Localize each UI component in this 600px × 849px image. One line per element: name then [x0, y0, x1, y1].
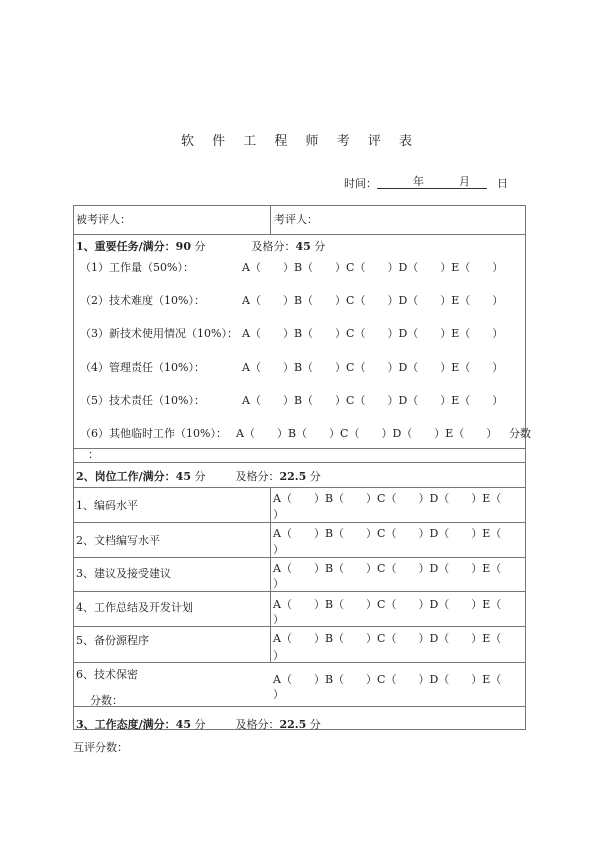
date-label: 时间： — [344, 177, 377, 190]
date-line — [344, 176, 508, 189]
choice-wrap: ） — [273, 543, 284, 556]
section2-pass-unit: 分 — [309, 470, 321, 483]
grade-choices[interactable]: A（ ）B（ ）C（ ）D（ ）E（ ） — [242, 361, 504, 374]
item-label: （1）工作量（50%）： — [80, 261, 194, 274]
grade-choices[interactable]: A（ ）B（ ）C（ ）D（ ）E（ ） — [242, 394, 504, 407]
item-label: 5、备份源程序 — [76, 634, 149, 647]
choice-wrap: ） — [273, 577, 284, 590]
section3-full-score: 45 — [175, 718, 191, 731]
grade-choices[interactable]: A（ ）B（ ）C（ ）D（ ）E（ ） — [242, 327, 504, 340]
date-underline — [377, 176, 487, 189]
grade-choices[interactable]: A（ ）B（ ）C（ ）D（ ）E（ ） — [242, 294, 504, 307]
grade-choices[interactable]: A（ ）B（ ）C（ ）D（ ）E（ — [273, 673, 502, 686]
section1-pass-unit: 分 — [314, 240, 326, 253]
rule — [525, 205, 526, 729]
section3-heading — [76, 719, 321, 730]
grade-choices[interactable]: A（ ）B（ ）C（ ）D（ ）E（ ） — [242, 261, 504, 274]
section3-label: 3、工作态度/满分： — [76, 718, 176, 731]
section3-unit: 分 — [194, 718, 206, 731]
score-colon: ： — [88, 448, 99, 461]
item-label: 2、文档编写水平 — [76, 534, 160, 547]
choice-wrap: ） — [273, 688, 284, 701]
section2-pass-score: 22.5 — [279, 470, 307, 483]
rule — [73, 662, 526, 663]
rule — [73, 205, 74, 729]
item-label: 1、编码水平 — [76, 499, 138, 512]
peer-score-label: 互评分数： — [73, 741, 128, 754]
section1-full-score: 90 — [175, 240, 191, 253]
grade-choices[interactable]: A（ ）B（ ）C（ ）D（ ）E（ — [273, 632, 502, 645]
section2-full-score: 45 — [175, 470, 191, 483]
rule — [270, 487, 271, 662]
page-title: 软 件 工 程 师 考 评 表 — [181, 134, 419, 149]
section1-label: 1、重要任务/满分： — [76, 240, 176, 253]
rule — [73, 448, 526, 449]
date-day: 日 — [497, 177, 508, 190]
choice-wrap: ） — [273, 508, 284, 521]
grade-choices[interactable]: A（ ）B（ ）C（ ）D（ ）E（ — [273, 527, 502, 540]
rule — [270, 205, 271, 234]
item-label: （3）新技术使用情况（10%）： — [80, 327, 238, 340]
section3-pass-label: 及格分： — [235, 718, 280, 731]
section3-pass-score: 22.5 — [279, 718, 307, 731]
rule — [73, 591, 526, 592]
rule — [73, 234, 526, 235]
rule — [73, 706, 526, 707]
section1-unit: 分 — [194, 240, 206, 253]
section2-pass-label: 及格分： — [235, 470, 280, 483]
rule — [73, 522, 526, 523]
rule — [73, 557, 526, 558]
item-label: 4、工作总结及开发计划 — [76, 601, 193, 614]
rule — [73, 462, 526, 463]
date-year: 年 — [413, 175, 424, 188]
section1-heading — [76, 241, 325, 252]
rule — [73, 626, 526, 627]
item-label: 3、建议及接受建议 — [76, 567, 171, 580]
item-label: （4）管理责任（10%）： — [80, 361, 205, 374]
item-label: （5）技术责任（10%）： — [80, 394, 205, 407]
choice-wrap: ） — [273, 613, 284, 626]
section2-score-label: 分数： — [90, 694, 123, 707]
evaluatee-label: 被考评人： — [76, 213, 131, 226]
choice-wrap: ） — [273, 649, 284, 662]
section2-unit: 分 — [194, 470, 206, 483]
section2-label: 2、岗位工作/满分： — [76, 470, 176, 483]
section1-pass-label: 及格分： — [251, 240, 296, 253]
grade-choices[interactable]: A（ ）B（ ）C（ ）D（ ）E（ — [273, 492, 502, 505]
section3-pass-unit: 分 — [309, 718, 321, 731]
date-month: 月 — [459, 175, 470, 188]
score-label: 分数 — [509, 427, 531, 440]
item-label: （2）技术难度（10%）： — [80, 294, 205, 307]
section1-pass-score: 45 — [295, 240, 311, 253]
rule — [73, 487, 526, 488]
item-label: （6）其他临时工作（10%）： — [80, 427, 227, 440]
evaluator-label: 考评人： — [274, 213, 318, 226]
rule — [73, 205, 526, 206]
item-label: 6、技术保密 — [76, 668, 138, 681]
grade-choices[interactable]: A（ ）B（ ）C（ ）D（ ）E（ — [273, 598, 502, 611]
grade-choices[interactable]: A（ ）B（ ）C（ ）D（ ）E（ — [273, 562, 502, 575]
section2-heading — [76, 471, 321, 482]
grade-choices[interactable]: A（ ）B（ ）C（ ）D（ ）E（ ） — [236, 427, 498, 440]
